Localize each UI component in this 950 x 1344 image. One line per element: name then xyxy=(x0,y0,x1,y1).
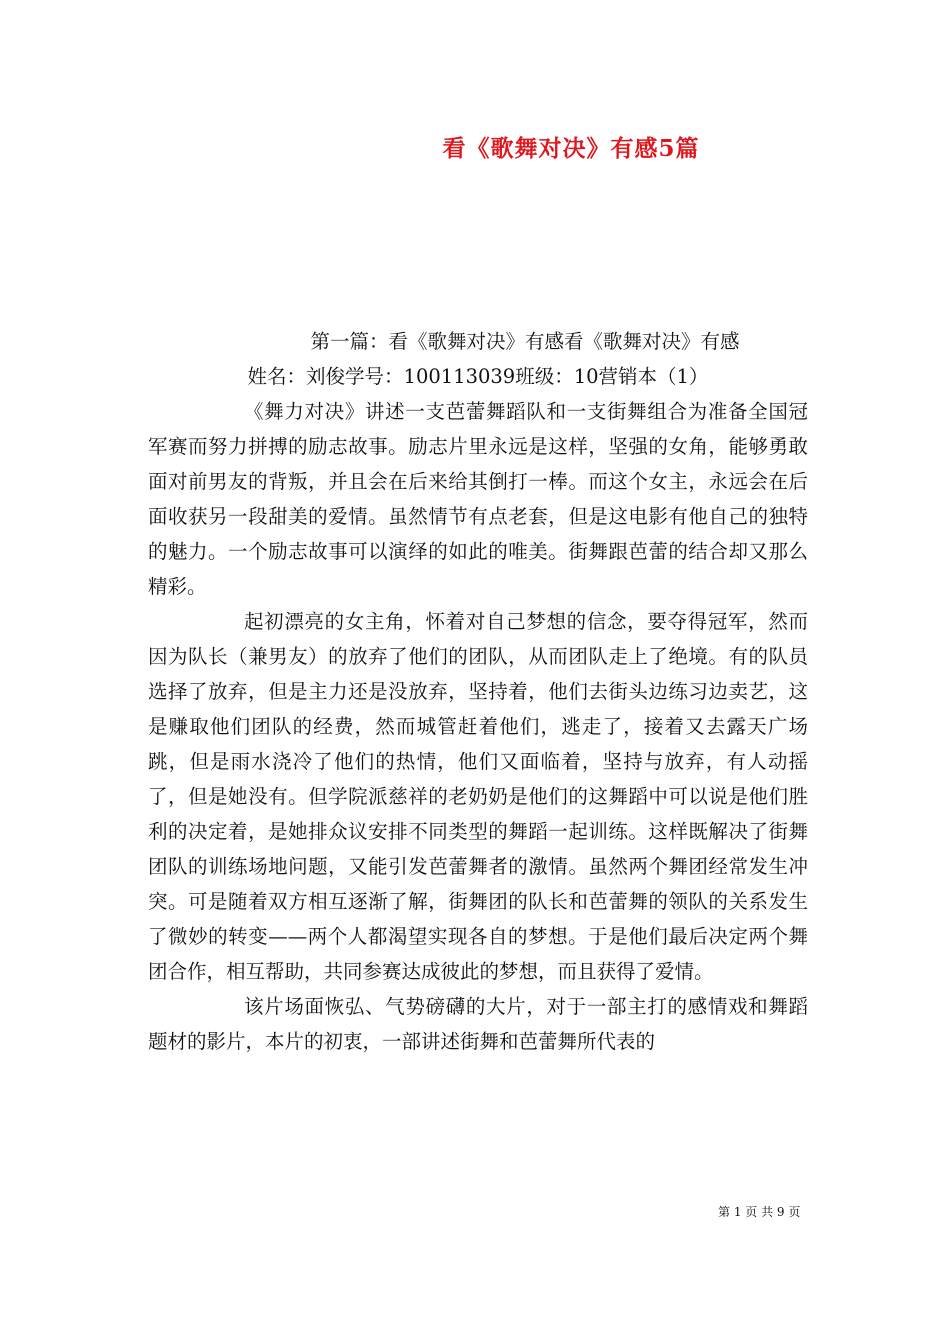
author-info: 姓名：刘俊学号：100113039班级：10营销本（1） xyxy=(247,365,709,388)
page-footer: 第 1 页 共 9 页 xyxy=(718,1205,801,1219)
document-title: 看《歌舞对决》有感5篇 xyxy=(442,135,700,162)
section-heading: 第一篇：看《歌舞对决》有感看《歌舞对决》有感 xyxy=(310,330,740,353)
document-body xyxy=(148,324,808,1059)
paragraph-1: 《舞力对决》讲述一支芭蕾舞蹈队和一支街舞组合为准备全国冠军赛而努力拼搏的励志故事。励志片里永远是这样，坚强的女角，能够勇敢面对前男友的背叛，并且会在后来给其倒打一棒。而这个女主，永远会在后面收获另一段甜美的爱情。虽然情节有点老套，但是这电影有他自己的独特的魅力。一个励志故事可以演绎的如此的唯美。街舞跟芭蕾的结合却又那么精彩。 xyxy=(148,400,808,598)
paragraph-3: 该片场面恢弘、气势磅礴的大片，对于一部主打的感情戏和舞蹈题材的影片，本片的初衷，一部讲述街舞和芭蕾舞所代表的 xyxy=(148,995,808,1053)
paragraph-2: 起初漂亮的女主角，怀着对自己梦想的信念，要夺得冠军，然而因为队长（兼男友）的放弃了他们的团队，从而团队走上了绝境。有的队员选择了放弃，但是主力还是没放弃，坚持着，他们去街头边练习边卖艺，这是赚取他们团队的经费，然而城管赶着他们，逃走了，接着又去露天广场跳，但是雨水浇冷了他们的热情，他们又面临着，坚持与放弃，有人动摇了，但是她没有。但学院派慈祥的老奶奶是他们的这舞蹈中可以说是他们胜利的决定着，是她排众议安排不同类型的舞蹈一起训练。这样既解决了街舞团队的训练场地问题，又能引发芭蕾舞者的激情。虽然两个舞团经常发生冲突。可是随着双方相互逐渐了解，街舞团的队长和芭蕾舞的领队的关系发生了微妙的转变——两个人都渴望实现各自的梦想。于是他们最后决定两个舞团合作，相互帮助，共同参赛达成彼此的梦想，而且获得了爱情。 xyxy=(148,610,808,983)
